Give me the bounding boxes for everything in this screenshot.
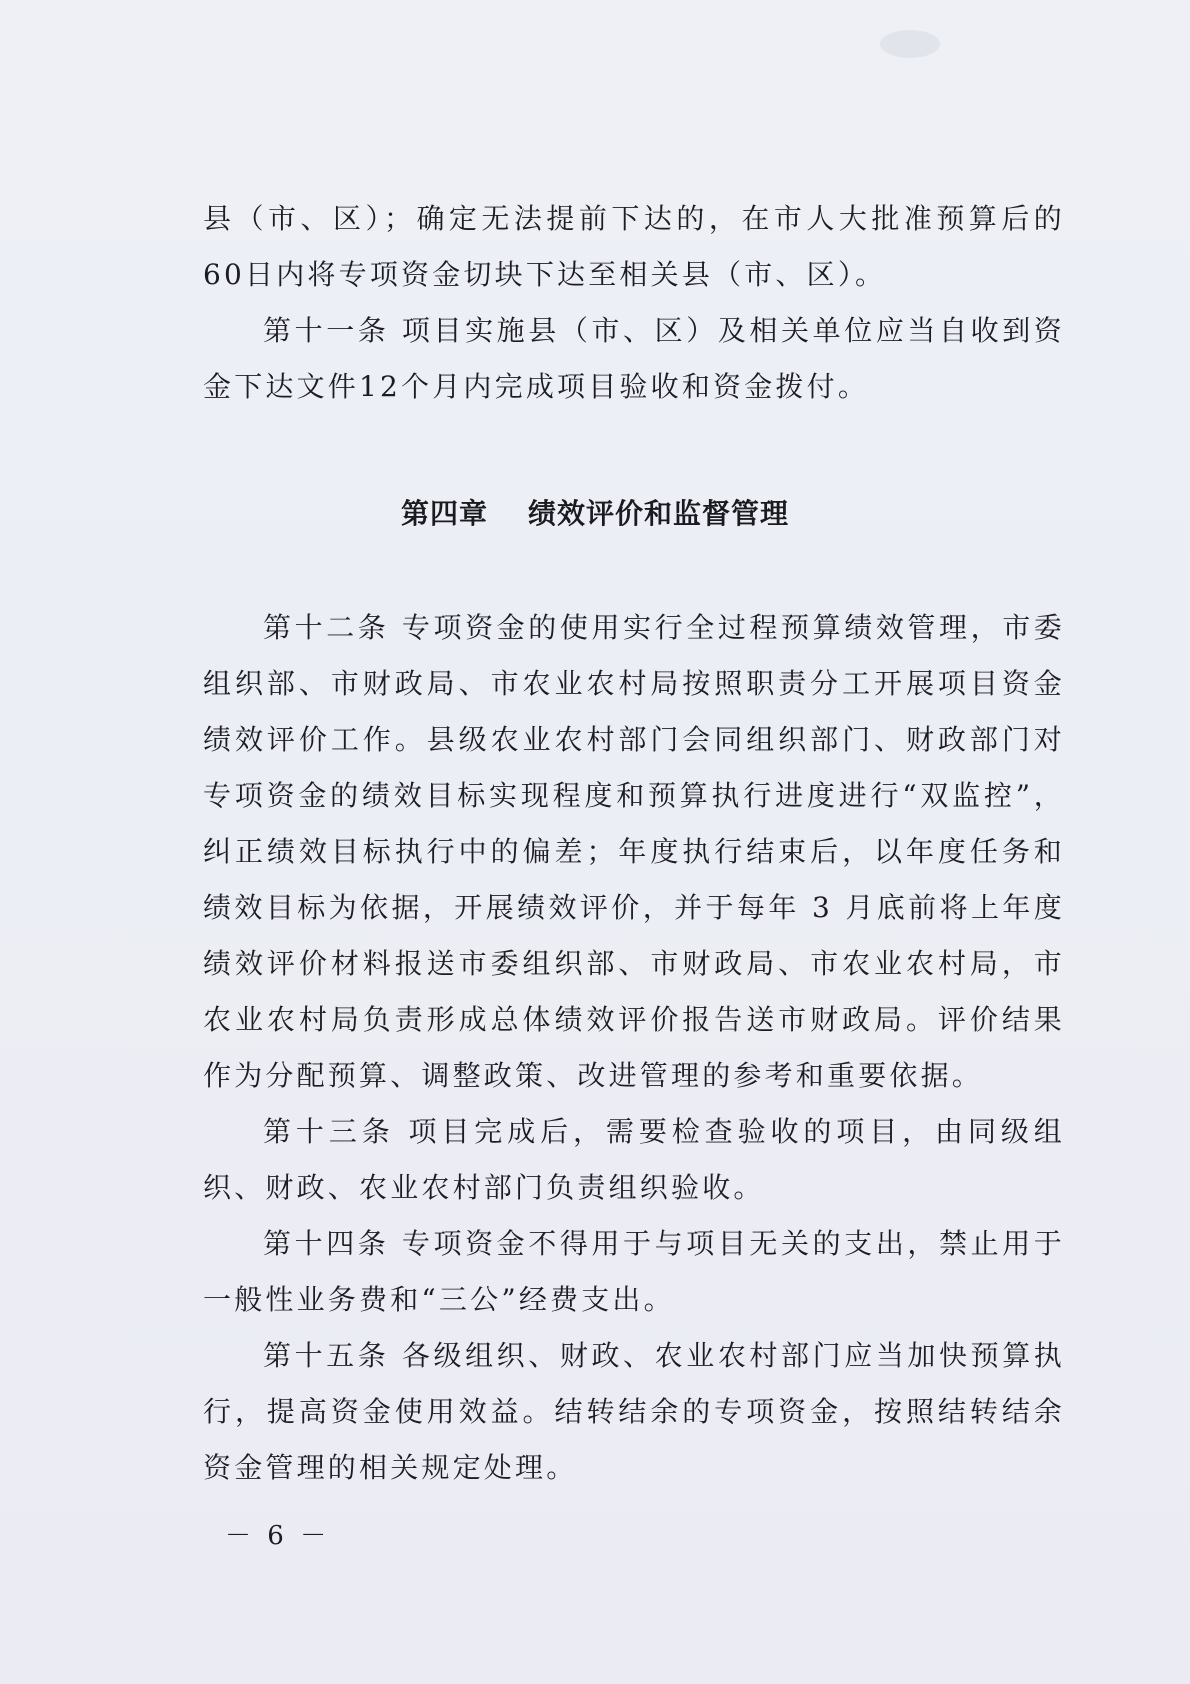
chapter-number: 第四章 <box>400 497 488 530</box>
article-14: 第十四条 专项资金不得用于与项目无关的支出，禁止用于一般性业务费和“三公”经费支出。 <box>203 1227 1065 1316</box>
articles-text-block <box>203 600 1065 1496</box>
page-number: － 6 － <box>225 1521 331 1551</box>
article-15: 第十五条 各级组织、财政、农业农村部门应当加快预算执行，提高资金使用效益。结转结余的专项资金，按照结转结余资金管理的相关规定处理。 <box>203 1339 1065 1484</box>
top-text-block <box>203 191 1065 415</box>
continued-paragraph: 县（市、区）；确定无法提前下达的，在市人大批准预算后的60日内将专项资金切块下达至相关县（市、区）。 <box>203 202 1065 291</box>
article-13: 第十三条 项目完成后，需要检查验收的项目，由同级组织、财政、农业农村部门负责组织验收。 <box>203 1115 1065 1204</box>
chapter-title: 绩效评价和监督管理 <box>528 497 790 530</box>
article-12: 第十二条 专项资金的使用实行全过程预算绩效管理，市委组织部、市财政局、市农业农村局按照职责分工开展项目资金绩效评价工作。县级农业农村部门会同组织部门、财政部门对专项资金的绩效目标实现程度和预算执行进度进行“双监控”，纠正绩效目标执行中的偏差；年度执行结束后，以年度任务和绩效目标为依据，开展绩效评价，并于每年 3 月底前将上年度绩效评价材料报送市委组织部、市财政局、市农业农村局，市农业农村局负责形成总体绩效评价报告送市财政局。评价结果作为分配预算、调整政策、改进管理的参考和重要依据。 <box>203 611 1065 1092</box>
chapter-heading <box>0 492 1190 532</box>
scan-smudge <box>880 30 940 58</box>
article-11: 第十一条 项目实施县（市、区）及相关单位应当自收到资金下达文件12个月内完成项目验收和资金拨付。 <box>203 314 1065 403</box>
